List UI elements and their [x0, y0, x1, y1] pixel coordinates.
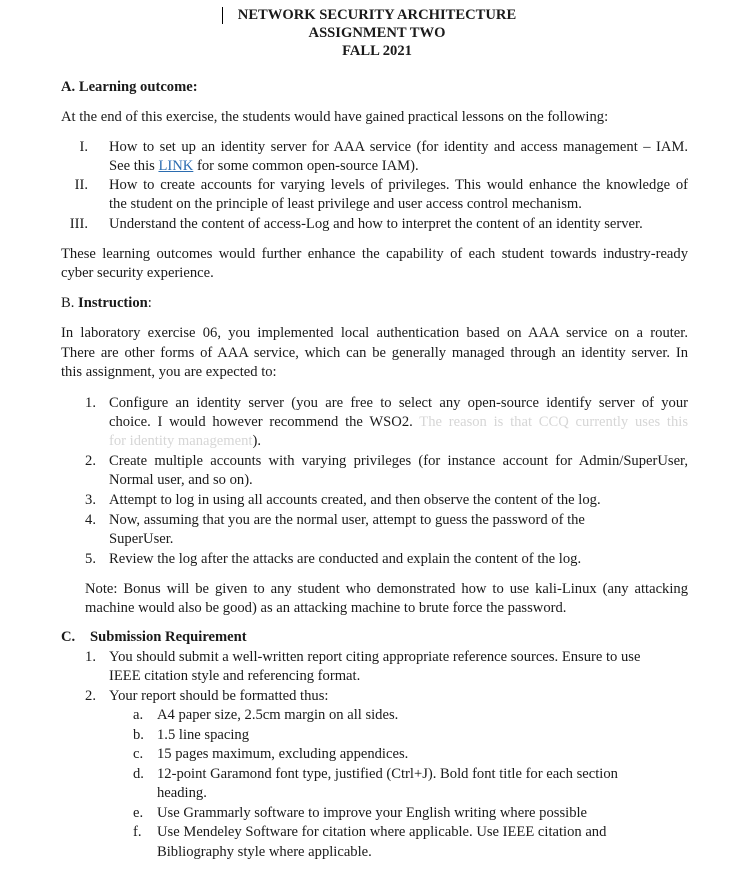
step-5-line-1: Review the log after the attacks are conducted and explain the content of the log. [109, 551, 582, 567]
submission-1-line-1: You should submit a well-written report citing appropriate reference sources. Ensure to use [109, 649, 641, 665]
step-1-line-3 [109, 432, 261, 451]
outcome-2-line-2: the student on the principle of least privilege and user access control mechanism. [109, 196, 582, 212]
section-a-outro-line-1: These learning outcomes would further enhance the capability of each student towards industry-ready [61, 246, 688, 262]
outcome-1-text-before-link: See this [109, 158, 159, 174]
step-1-line-3-faded: for identity management [109, 433, 253, 449]
format-item-e: Use Grammarly software to improve your English writing where possible [157, 805, 588, 821]
step-1-line-2-dark: choice. I would however recommend the WSO2. [109, 414, 420, 430]
section-b-heading [61, 294, 152, 313]
section-a-outro-line-2: cyber security experience. [61, 265, 214, 281]
step-marker-5: 5. [85, 551, 96, 567]
section-a-heading: A. Learning outcome: [61, 79, 198, 95]
format-item-f-line-1: Use Mendeley Software for citation where applicable. Use IEEE citation and [157, 824, 607, 840]
section-b-heading-prefix: B. [61, 295, 79, 311]
submission-marker-1: 1. [85, 649, 96, 665]
format-item-f-line-2: Bibliography style where applicable. [157, 844, 372, 860]
outcome-1-text-after-link: for some common open-source IAM). [193, 158, 419, 174]
submission-1-line-2: IEEE citation style and referencing format. [109, 668, 361, 684]
step-marker-2: 2. [85, 453, 96, 469]
format-marker-a: a. [133, 707, 144, 723]
format-marker-f: f. [133, 824, 142, 840]
format-marker-e: e. [133, 805, 144, 821]
section-b-heading-text: Instruction [78, 295, 148, 311]
doc-title-line-1: NETWORK SECURITY ARCHITECTURE [237, 7, 517, 23]
format-item-d-line-2: heading. [157, 785, 207, 801]
format-marker-d: d. [133, 766, 144, 782]
format-marker-c: c. [133, 746, 144, 762]
step-1-line-2-faded: The reason is that CCQ currently uses this [419, 414, 688, 430]
step-2-line-1: Create multiple accounts with varying privileges (for instance account for Admin/SuperUser, [109, 453, 688, 469]
step-marker-1: 1. [85, 395, 96, 411]
format-item-a: A4 paper size, 2.5cm margin on all sides. [157, 707, 399, 723]
step-2-line-2: Normal user, and so on). [109, 472, 253, 488]
section-b-para-line-3: this assignment, you are expected to: [61, 364, 277, 380]
section-c-heading: Submission Requirement [90, 629, 247, 645]
step-1-line-3-dark: ). [252, 433, 261, 449]
section-b-heading-suffix: : [147, 295, 152, 311]
step-1-line-2 [109, 413, 688, 432]
outcome-1-line-2 [109, 157, 419, 176]
submission-marker-2: 2. [85, 688, 96, 704]
step-4-line-1: Now, assuming that you are the normal user, attempt to guess the password of the [109, 512, 585, 528]
section-b-para-line-2: There are other forms of AAA service, which can be generally managed through an identity server. In [61, 345, 688, 361]
outcome-2-line-1: How to create accounts for varying levels of privileges. This would enhance the knowledge of [109, 177, 688, 193]
outcome-marker-1: I. [79, 139, 88, 155]
format-item-b: 1.5 line spacing [157, 727, 250, 743]
outcome-marker-2: II. [74, 177, 88, 193]
step-marker-4: 4. [85, 512, 96, 528]
step-4-line-2: SuperUser. [109, 531, 174, 547]
bonus-note-line-2: machine would also be good) as an attacking machine to brute force the password. [85, 600, 567, 616]
bonus-note-line-1: Note: Bonus will be given to any student who demonstrated how to use kali-Linux (any attacking [85, 581, 688, 597]
format-item-d-line-1: 12-point Garamond font type, justified (Ctrl+J). Bold font title for each section [157, 766, 618, 782]
step-3-line-1: Attempt to log in using all accounts created, and then observe the content of the log. [109, 492, 601, 508]
outcome-marker-3: III. [69, 216, 88, 232]
format-item-c: 15 pages maximum, excluding appendices. [157, 746, 409, 762]
iam-link[interactable]: LINK [158, 158, 194, 174]
section-b-para-line-1: In laboratory exercise 06, you implemented local authentication based on AAA service on a router. [61, 325, 688, 341]
section-c-marker: C. [61, 629, 76, 645]
outcome-3-line-1: Understand the content of access-Log and how to interpret the content of an identity server. [109, 216, 643, 232]
submission-2-line-1: Your report should be formatted thus: [109, 688, 329, 704]
section-a-intro: At the end of this exercise, the students would have gained practical lessons on the following: [61, 109, 609, 125]
doc-title-line-3: FALL 2021 [342, 43, 412, 59]
step-marker-3: 3. [85, 492, 96, 508]
outcome-1-line-1: How to set up an identity server for AAA service (for identity and access management – IAM. [109, 139, 688, 155]
step-1-line-1: Configure an identity server (you are free to select any open-source identify server of your [109, 395, 688, 411]
format-marker-b: b. [133, 727, 144, 743]
doc-title-line-2: ASSIGNMENT TWO [308, 25, 446, 41]
